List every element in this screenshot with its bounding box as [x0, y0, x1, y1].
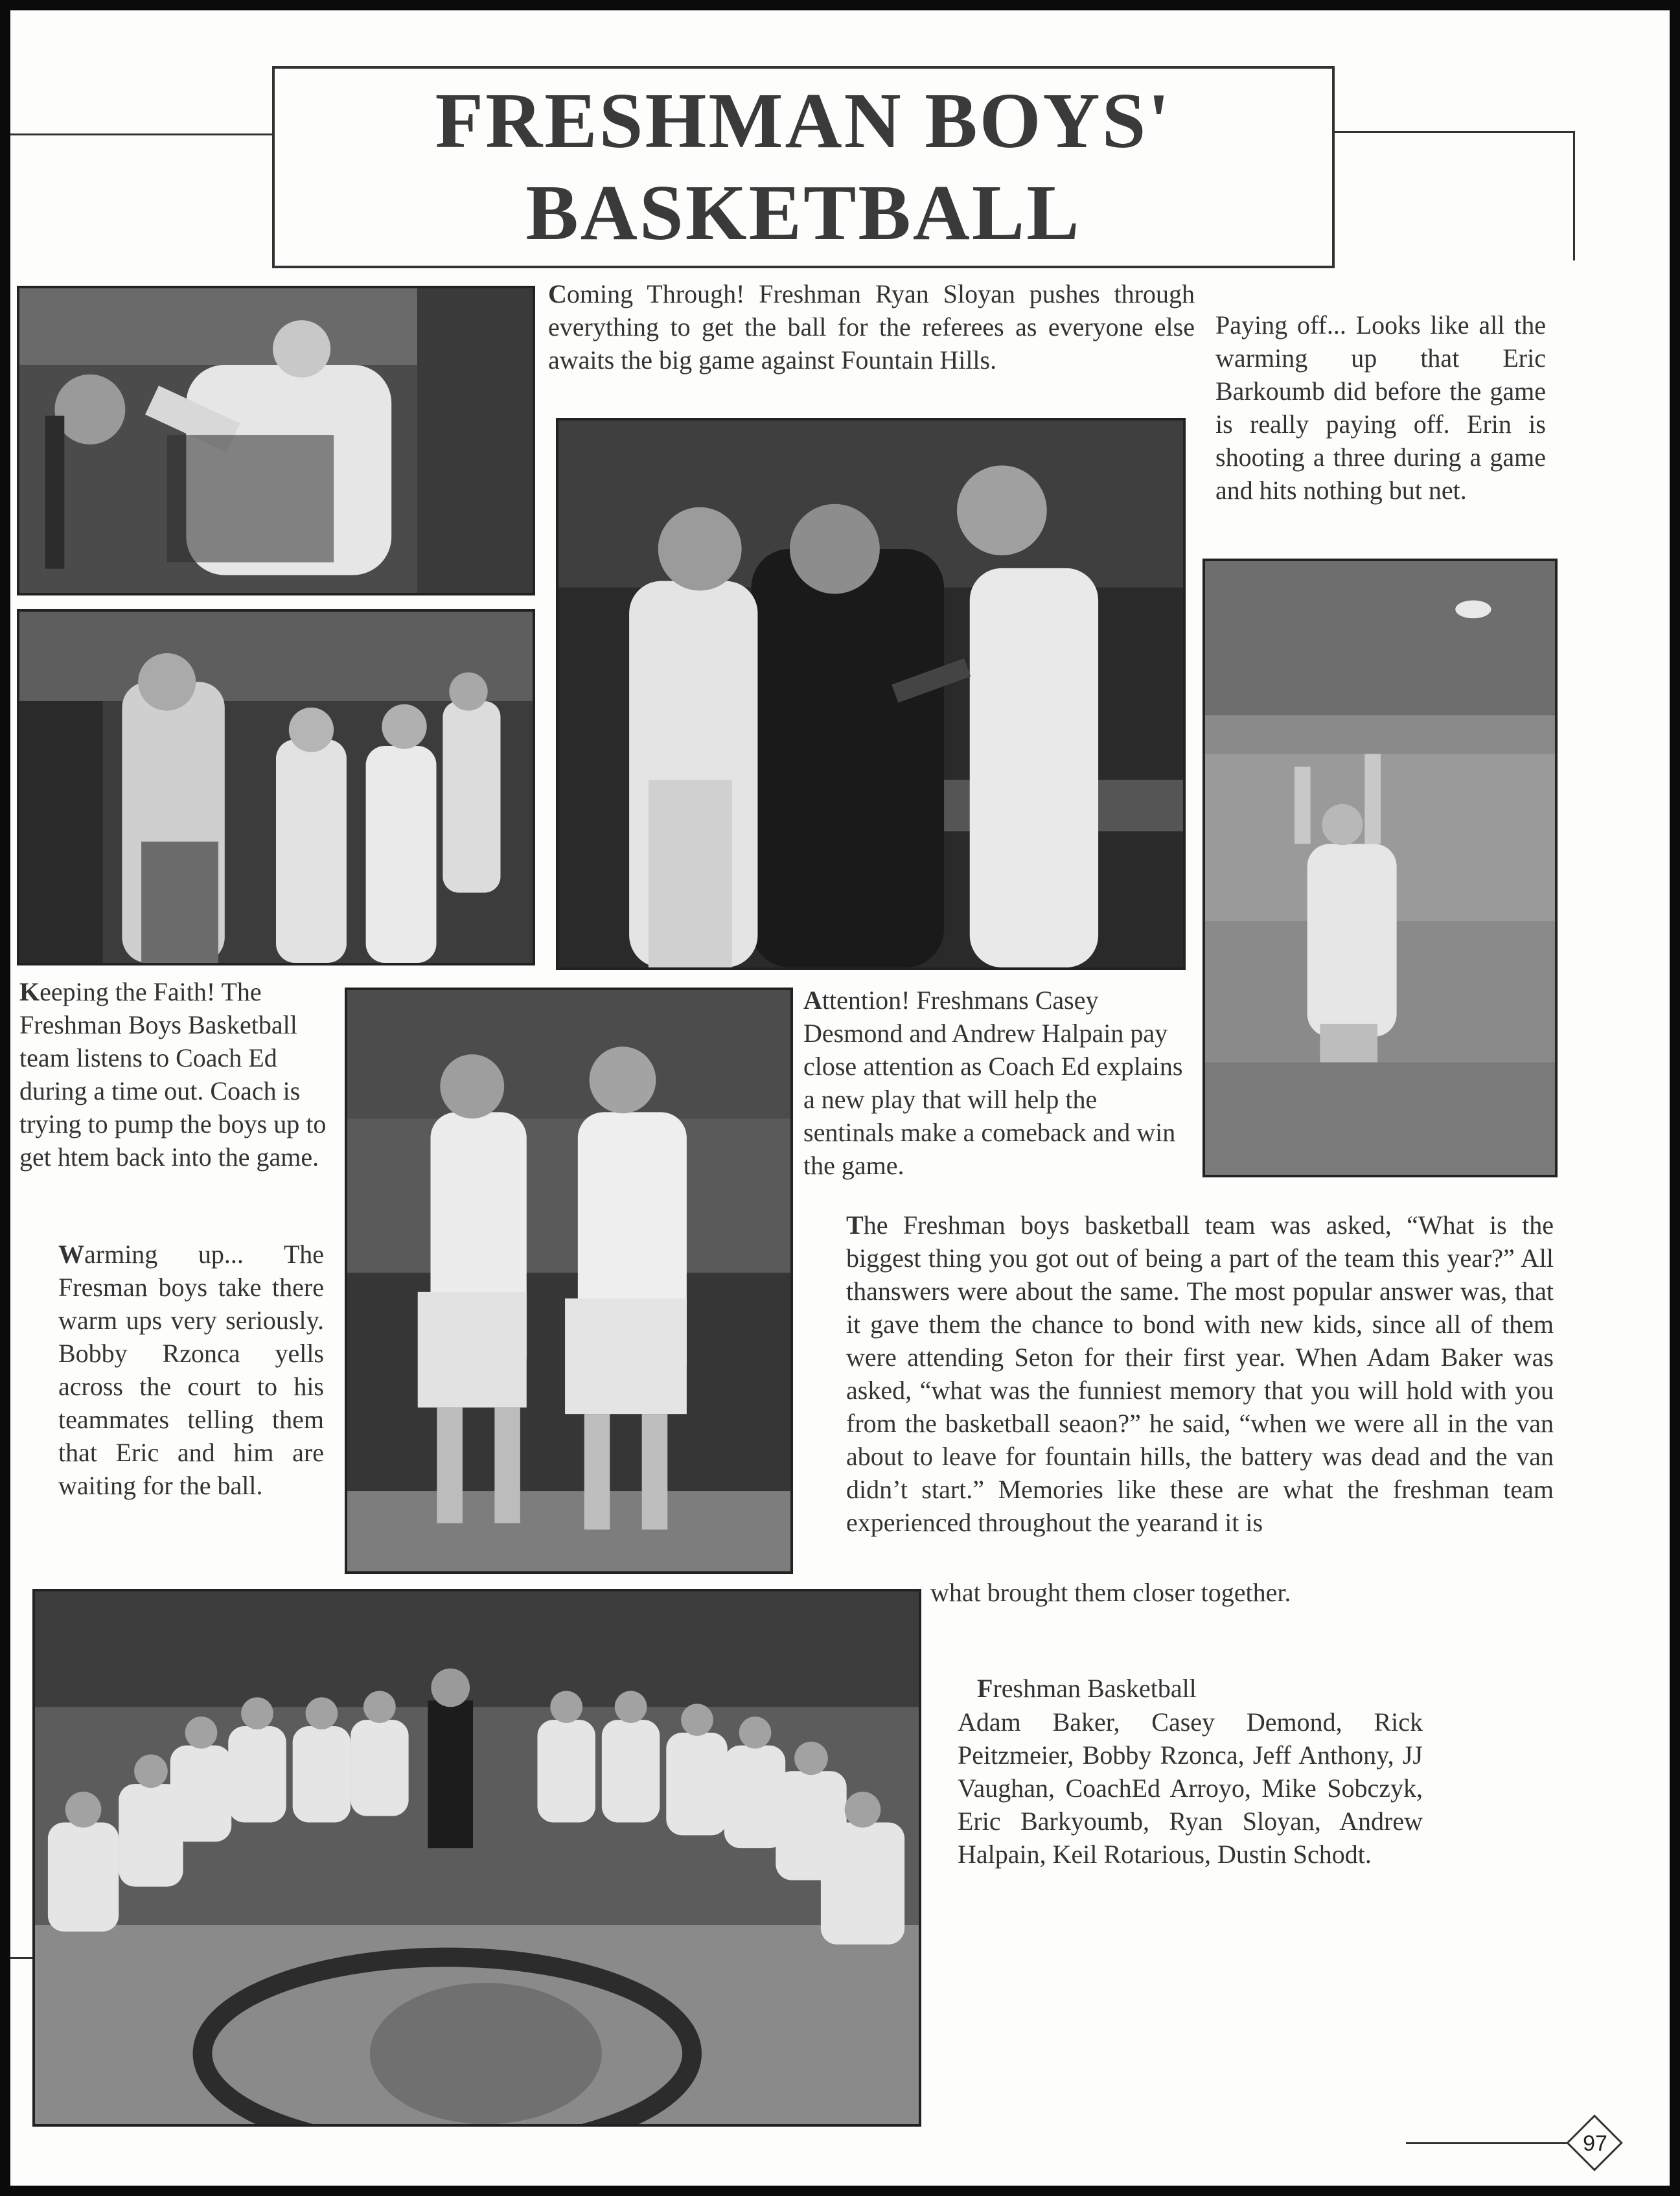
photo-referee-ball [17, 286, 535, 595]
caption-coming-through [548, 277, 1195, 376]
caption-keeping-faith [19, 975, 327, 1173]
story-text: he Freshman boys basketball team was asked, “What is the biggest thing you got out of being a part of the team this year?” All thanswers were about the same. The most popular answer was, that it gave them the chance to bond with new kids, since all of them were attending Seton for their first year. When Adam Baker was asked, “what was the funniest memory that you will hold with you from the basketball seaon?” he said, “when we were all in the van about to leave for fountain hills, the battery was dead and the van didn’t start.” Memories like these are what the freshman team experienced throughout the yearand it is [846, 1210, 1554, 1537]
photo-team-group [32, 1589, 921, 2127]
left-rule [10, 133, 273, 135]
right-vertical-rule [1573, 131, 1575, 260]
caption-lead-letter: W [58, 1240, 84, 1269]
roster-heading-text: reshman Basketball [993, 1674, 1197, 1703]
caption-warming-up [58, 1238, 324, 1502]
page-title-line-2: BASKETBALL [525, 169, 1081, 257]
right-rule [1333, 131, 1574, 133]
caption-lead-letter: C [548, 279, 567, 308]
caption-text: arming up... The Fresman boys take there warm ups very seriously. Bobby Rzonca yells across the court to his teammates telling them that Eric and him are waiting for the ball. [58, 1240, 324, 1500]
caption-lead-letter: A [803, 986, 822, 1015]
caption-text: ttention! Freshmans Casey Desmond and Andrew Halpain pay close attention as Coach Ed explains a new play that will help the sentinals make a comeback and win the game. [803, 986, 1183, 1180]
page-number-badge [1567, 2115, 1624, 2172]
caption-lead-letter: K [19, 977, 40, 1006]
roster-lead-letter: F [977, 1674, 993, 1703]
photo-coach-clipboard [556, 418, 1186, 970]
page-title-line-1: FRESHMAN BOYS' [435, 77, 1172, 165]
story-body [846, 1208, 1554, 1539]
photo-player-shooting [1202, 559, 1558, 1177]
roster-names: Adam Baker, Casey Demond, Rick Peitzmeier, Bobby Rzonca, Jeff Anthony, JJ Vaughan, CoachEd Arroyo, Mike Sobczyk, Eric Barkyoumb, Ryan Sloyan, Andrew Halpain, Keil Rotarious, Dustin Schodt. [958, 1707, 1423, 1869]
title-box [272, 66, 1335, 268]
photo-two-players [345, 988, 793, 1574]
photo-team-timeout [17, 609, 535, 965]
story-lead-letter: T [846, 1210, 864, 1240]
caption-paying-off [1215, 308, 1546, 507]
caption-attention [803, 984, 1183, 1182]
page-number: 97 [1583, 2131, 1607, 2156]
bottom-right-rule [1406, 2142, 1574, 2144]
caption-text: oming Through! Freshman Ryan Sloyan pushes through everything to get the ball for the referees as everyone else awaits the big game against Fountain Hills. [548, 279, 1195, 375]
story-last-line: what brought them closer together. [930, 1578, 1291, 1607]
caption-text: Paying off... Looks like all the warming up that Eric Barkoumb did before the game is really paying off. Erin is shooting a three during a game and hits nothing but net. [1215, 310, 1546, 505]
caption-text: eeping the Faith! The Freshman Boys Basketball team listens to Coach Ed during a time out. Coach is trying to pump the boys up to get htem back into the game. [19, 977, 327, 1172]
roster-heading [977, 1672, 1431, 1705]
